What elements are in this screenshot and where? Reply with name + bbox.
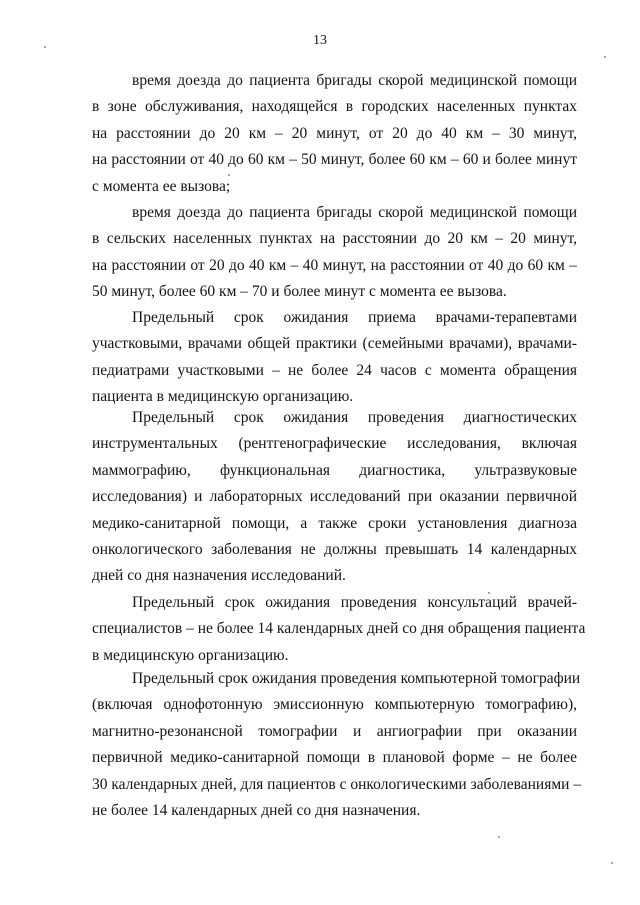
text-line: Предельный срок ожидания проведения диагностических [132, 409, 577, 426]
scan-speck [611, 862, 613, 864]
text-line: 50 минут, более 60 км – 70 и более минут с момента ее вызова. [92, 283, 507, 301]
text-line: на расстоянии от 20 до 40 км – 40 минут, на расстоянии от 40 до 60 км – [92, 256, 577, 274]
page-number: 13 [313, 33, 327, 48]
text-line: инструментальных (рентгенографические исследования, включая [92, 435, 577, 453]
text-line: пациента в медицинскую организацию. [92, 388, 354, 406]
paragraph-specialist-consultation-time [92, 590, 586, 669]
scan-speck [498, 836, 500, 838]
scan-speck [604, 56, 606, 58]
text-line: магнитно-резонансной томографии и ангиографии при оказании [92, 722, 577, 740]
text-line: 30 календарных дней, для пациентов с онкологическими заболеваниями – [92, 775, 582, 793]
paragraph-urban-ambulance-time [92, 68, 577, 200]
scan-speck [488, 592, 490, 594]
text-line: на расстоянии от 40 до 60 км – 50 минут, более 60 км – 60 и более минут [92, 151, 577, 169]
text-line: Предельный срок ожидания приема врачами-терапевтами [132, 309, 577, 326]
text-line: (включая однофотонную эмиссионную компьютерную томографию), [92, 696, 577, 714]
paragraph-diagnostics-waiting-time [92, 405, 577, 590]
scan-speck [44, 46, 46, 48]
text-line: в зоне обслуживания, находящейся в городских населенных пунктах [92, 98, 577, 116]
text-line: на расстоянии до 20 км – 20 минут, от 20 до 40 км – 30 минут, [92, 124, 577, 142]
text-line: специалистов – не более 14 календарных дней со дня обращения пациента [92, 620, 586, 638]
text-line: в медицинскую организацию. [92, 646, 289, 664]
paragraph-therapist-waiting-time [92, 305, 577, 411]
text-line: с момента ее вызова; [92, 177, 231, 195]
text-line: Предельный срок ожидания проведения компьютерной томографии [132, 670, 581, 687]
paragraph-tomography-waiting-time [92, 666, 582, 824]
text-line: не более 14 календарных дней со дня назначения. [92, 802, 421, 820]
text-line: медико-санитарной помощи, а также сроки установления диагноза [92, 514, 577, 532]
paragraph-rural-ambulance-time [92, 200, 577, 306]
scan-speck [228, 174, 230, 176]
text-line: первичной медико-санитарной помощи в плановой форме – не более [92, 749, 577, 767]
text-line: дней со дня назначения исследований. [92, 567, 346, 585]
text-line: в сельских населенных пунктах на расстоянии до 20 км – 20 минут, [92, 230, 577, 248]
text-line: онкологического заболевания не должны превышать 14 календарных [92, 541, 577, 559]
text-line: время доезда до пациента бригады скорой медицинской помощи [132, 72, 577, 89]
text-line: участковыми, врачами общей практики (семейными врачами), врачами- [92, 335, 577, 353]
text-line: исследования) и лабораторных исследований при оказании первичной [92, 488, 577, 506]
text-line: Предельный срок ожидания проведения консультаций врачей- [132, 594, 577, 611]
text-line: маммографию, функциональная диагностика, ультразвуковые [92, 461, 577, 479]
text-line: педиатрами участковыми – не более 24 часов с момента обращения [92, 361, 577, 379]
text-line: время доезда до пациента бригады скорой медицинской помощи [132, 204, 577, 221]
